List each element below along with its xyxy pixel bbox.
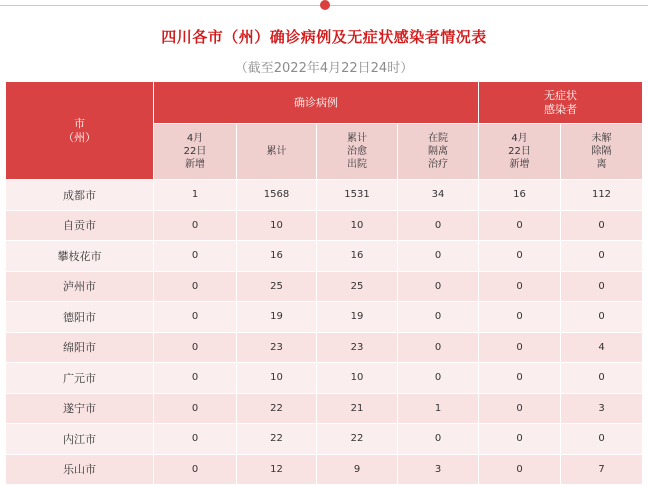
table-row <box>6 424 643 455</box>
cases-table <box>5 81 643 485</box>
table-row <box>6 210 643 241</box>
cell-asym-isolated: 7 <box>561 454 643 485</box>
cell-total: 10 <box>237 363 317 394</box>
cell-asym-isolated: 0 <box>561 424 643 455</box>
cell-total: 10 <box>237 210 317 241</box>
cell-total: 12 <box>237 454 317 485</box>
cell-asym-isolated: 4 <box>561 332 643 363</box>
subheader-line: 22日 <box>508 146 531 157</box>
cell-asym-isolated: 0 <box>561 302 643 333</box>
cell-hospital: 0 <box>398 241 479 272</box>
cell-asym-new: 16 <box>479 180 561 211</box>
cell-asym-isolated: 3 <box>561 393 643 424</box>
cell-city: 乐山市 <box>6 454 154 485</box>
table-row <box>6 363 643 394</box>
cell-total: 16 <box>237 241 317 272</box>
cell-asym-new: 0 <box>479 271 561 302</box>
subheader-line: 治愈 <box>347 146 367 157</box>
table-row <box>6 180 643 211</box>
cell-hospital: 0 <box>398 363 479 394</box>
top-dot-marker <box>320 0 330 10</box>
cell-asym-new: 0 <box>479 424 561 455</box>
table-row <box>6 454 643 485</box>
cell-new: 0 <box>154 363 237 394</box>
cell-asym-isolated: 0 <box>561 271 643 302</box>
header-asym-line2: 感染者 <box>544 102 577 116</box>
header-asymptomatic-group <box>479 82 643 124</box>
cell-city: 绵阳市 <box>6 332 154 363</box>
cell-total: 1568 <box>237 180 317 211</box>
cell-hospital: 0 <box>398 424 479 455</box>
cell-asym-new: 0 <box>479 393 561 424</box>
cell-cured: 10 <box>317 363 398 394</box>
cell-new: 0 <box>154 241 237 272</box>
header-confirmed-group: 确诊病例 <box>154 82 479 124</box>
subheader-line: 4月 <box>511 133 528 144</box>
cell-asym-isolated: 112 <box>561 180 643 211</box>
table-row <box>6 393 643 424</box>
cell-cured: 10 <box>317 210 398 241</box>
cell-asym-new: 0 <box>479 363 561 394</box>
cell-total: 23 <box>237 332 317 363</box>
cell-cured: 23 <box>317 332 398 363</box>
cell-hospital: 3 <box>398 454 479 485</box>
cell-city: 成都市 <box>6 180 154 211</box>
subheader-line: 治疗 <box>428 159 448 170</box>
subheader-new-confirmed <box>154 124 237 180</box>
subheader-line: 累计 <box>347 133 367 144</box>
subheader-asym-not-released <box>561 124 643 180</box>
cell-cured: 21 <box>317 393 398 424</box>
cell-new: 0 <box>154 302 237 333</box>
cell-new: 0 <box>154 454 237 485</box>
cell-asym-isolated: 0 <box>561 363 643 394</box>
header-city <box>6 82 154 180</box>
cell-asym-new: 0 <box>479 241 561 272</box>
cell-new: 0 <box>154 393 237 424</box>
cell-hospital: 34 <box>398 180 479 211</box>
subheader-line: 出院 <box>347 159 367 170</box>
cell-asym-isolated: 0 <box>561 210 643 241</box>
cell-city: 自贡市 <box>6 210 154 241</box>
cell-total: 22 <box>237 393 317 424</box>
cell-hospital: 0 <box>398 271 479 302</box>
header-asym-line1: 无症状 <box>544 88 577 102</box>
cell-city: 泸州市 <box>6 271 154 302</box>
cell-asym-new: 0 <box>479 332 561 363</box>
table-row <box>6 302 643 333</box>
subheader-line: 离 <box>596 159 607 170</box>
subheader-line: 未解 <box>591 133 612 144</box>
cell-hospital: 0 <box>398 210 479 241</box>
subheader-line: 22日 <box>183 146 207 157</box>
subheader-cured-discharged <box>317 124 398 180</box>
cell-hospital: 1 <box>398 393 479 424</box>
subheader-asym-new <box>479 124 561 180</box>
cell-hospital: 0 <box>398 302 479 333</box>
page-subtitle: （截至2022年4月22日24时） <box>234 61 414 76</box>
cell-cured: 25 <box>317 271 398 302</box>
cell-asym-new: 0 <box>479 210 561 241</box>
cell-new: 0 <box>154 271 237 302</box>
cell-cured: 16 <box>317 241 398 272</box>
cell-hospital: 0 <box>398 332 479 363</box>
cell-city: 攀枝花市 <box>6 241 154 272</box>
table-row <box>6 332 643 363</box>
header-city-line1: 市 <box>74 116 85 130</box>
cell-cured: 1531 <box>317 180 398 211</box>
cell-city: 内江市 <box>6 424 154 455</box>
header-city-line2: （州） <box>63 130 96 144</box>
cell-city: 德阳市 <box>6 302 154 333</box>
subheader-cumulative <box>237 124 317 180</box>
table-row <box>6 241 643 272</box>
cell-city: 遂宁市 <box>6 393 154 424</box>
subheader-hospital-isolated <box>398 124 479 180</box>
subheader-line: 隔离 <box>428 146 448 157</box>
cell-city: 广元市 <box>6 363 154 394</box>
cell-total: 25 <box>237 271 317 302</box>
cell-total: 19 <box>237 302 317 333</box>
cell-asym-new: 0 <box>479 454 561 485</box>
subheader-line: 除隔 <box>591 146 612 157</box>
cell-asym-new: 0 <box>479 302 561 333</box>
page-title: 四川各市（州）确诊病例及无症状感染者情况表 <box>161 28 487 46</box>
table-row <box>6 271 643 302</box>
cell-total: 22 <box>237 424 317 455</box>
subheader-line: 累计 <box>266 146 287 157</box>
cell-cured: 19 <box>317 302 398 333</box>
cell-new: 0 <box>154 210 237 241</box>
cell-cured: 22 <box>317 424 398 455</box>
subheader-line: 4月 <box>186 133 204 144</box>
cell-cured: 9 <box>317 454 398 485</box>
subheader-line: 新增 <box>185 159 205 170</box>
subheader-line: 新增 <box>509 159 530 170</box>
cell-asym-isolated: 0 <box>561 241 643 272</box>
cell-new: 0 <box>154 424 237 455</box>
subheader-line: 在院 <box>428 133 448 144</box>
cell-new: 1 <box>154 180 237 211</box>
cell-new: 0 <box>154 332 237 363</box>
